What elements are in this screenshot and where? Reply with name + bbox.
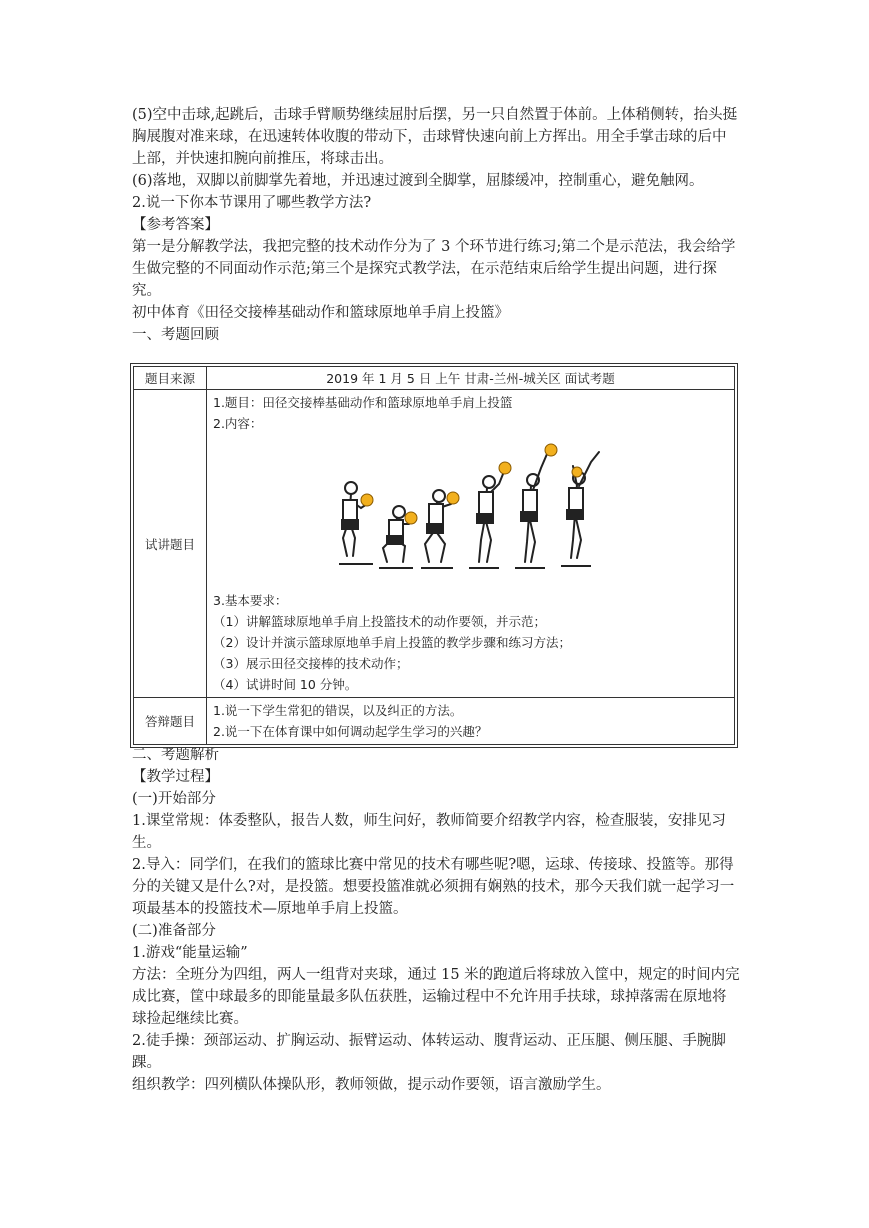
source-label: 题目来源 xyxy=(134,367,207,390)
table-row xyxy=(134,698,735,745)
heading: (二)准备部分 xyxy=(132,923,216,939)
paragraph: 2.说一下你本节课用了哪些教学方法? xyxy=(132,195,372,211)
lecture-topic-label: 试讲题目 xyxy=(134,390,207,698)
paragraph: 第一是分解教学法，我把完整的技术动作分为了 3 个环节进行练习;第二个是示范法，我会给学生做完整的不同面动作示范;第三个是探究式教学法，在示范结束后给学生提出问题，进行探究。 xyxy=(132,239,736,299)
paragraph: 1.课堂常规：体委整队，报告人数，师生问好，教师简要介绍教学内容，检查服装，安排见习生。 xyxy=(132,813,726,851)
basketball-shooter-figures xyxy=(329,438,629,588)
defense-cell xyxy=(207,698,735,745)
table-row xyxy=(134,390,735,698)
requirement-item: （1）讲解篮球原地单手肩上投篮技术的动作要领，并示范； xyxy=(213,614,546,629)
paragraph: 初中体育《田径交接棒基础动作和篮球原地单手肩上投篮》 xyxy=(132,305,509,321)
paragraph: 2.徒手操：颈部运动、扩胸运动、振臂运动、体转运动、腹背运动、正压腿、侧压腿、手腕脚踝。 xyxy=(132,1033,726,1071)
heading: (一)开始部分 xyxy=(132,791,216,807)
bottom-text-block xyxy=(132,744,740,1096)
paragraph: 组织教学：四列横队体操队形，教师领做，提示动作要领，语言激励学生。 xyxy=(132,1077,611,1093)
top-text-block xyxy=(132,104,740,346)
requirement-item: （2）设计并演示篮球原地单手肩上投篮的教学步骤和练习方法； xyxy=(213,635,571,650)
requirements-title: 3.基本要求： xyxy=(213,593,288,608)
content-label: 2.内容： xyxy=(213,416,263,431)
lecture-topic-cell xyxy=(207,390,735,698)
paragraph: 2.导入：同学们，在我们的篮球比赛中常见的技术有哪些呢?嗯，运球、传接球、投篮等。那得分的关键又是什么?对，是投篮。想要投篮准就必须拥有娴熟的技术，那今天我们就一起学习一项最基本的投篮技术—原地单手肩上投篮。 xyxy=(132,857,735,917)
paragraph: (5)空中击球,起跳后，击球手臂顺势继续屈肘后摆，另一只自然置于体前。上体稍侧转，抬头挺胸展腹对准来球，在迅速转体收腹的带动下，击球臂快速向前上方挥出。用全手掌击球的后中上部，并快速扣腕向前推压，将球击出。 xyxy=(132,107,738,167)
defense-item: 1.说一下学生常犯的错误，以及纠正的方法。 xyxy=(213,703,463,718)
topic-title: 1.题目：田径交接棒基础动作和篮球原地单手肩上投篮 xyxy=(213,395,513,410)
exam-table xyxy=(133,366,735,745)
defense-item: 2.说一下在体育课中如何调动起学生学习的兴趣？ xyxy=(213,724,488,739)
source-value: 2019 年 1 月 5 日 上午 甘肃-兰州-城关区 面试考题 xyxy=(207,367,735,390)
defense-label: 答辩题目 xyxy=(134,698,207,745)
shooting-sequence-illustration xyxy=(213,438,728,588)
paragraph: 1.游戏“能量运输” xyxy=(132,945,248,961)
requirement-item: （3）展示田径交接棒的技术动作； xyxy=(213,656,409,671)
paragraph: 方法：全班分为四组，两人一组背对夹球，通过 15 米的跑道后将球放入筐中，规定的时间内完成比赛，筐中球最多的即能量最多队伍获胜，运输过程中不允许用手扶球，球掉落需在原地将球捡起继续比赛。 xyxy=(132,967,740,1027)
paragraph: 【参考答案】 xyxy=(132,217,219,233)
heading: 二、考题解析 xyxy=(132,747,219,763)
table-row xyxy=(134,367,735,390)
paragraph: 一、考题回顾 xyxy=(132,327,219,343)
heading: 【教学过程】 xyxy=(132,769,219,785)
requirement-item: （4）试讲时间 10 分钟。 xyxy=(213,677,358,692)
paragraph: (6)落地，双脚以前脚掌先着地，并迅速过渡到全脚掌，屈膝缓冲，控制重心，避免触网。 xyxy=(132,173,704,189)
